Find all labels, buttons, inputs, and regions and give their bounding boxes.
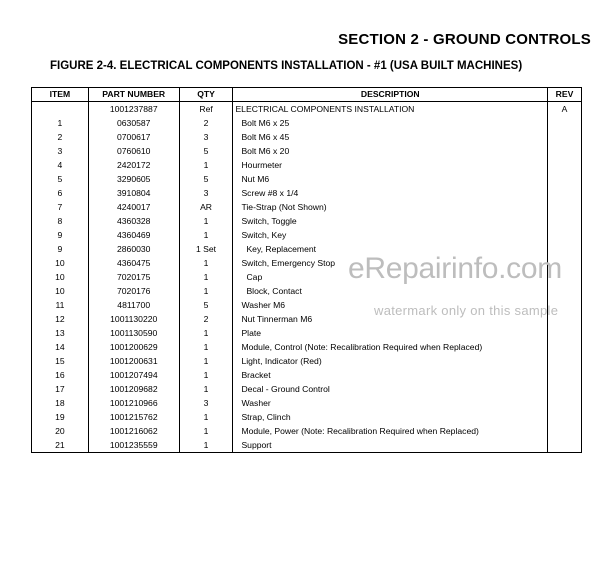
cell-qty: 1 (179, 256, 233, 270)
cell-rev (548, 438, 582, 453)
cell-part-number: 3290605 (88, 172, 179, 186)
cell-description: Key, Replacement (233, 242, 548, 256)
cell-item: 12 (32, 312, 89, 326)
column-header-qty: QTY (179, 88, 233, 102)
cell-rev (548, 326, 582, 340)
cell-qty: 1 (179, 214, 233, 228)
cell-part-number: 1001130220 (88, 312, 179, 326)
cell-description: Switch, Emergency Stop (233, 256, 548, 270)
table-row (32, 228, 582, 242)
cell-item: 18 (32, 396, 89, 410)
cell-item: 10 (32, 284, 89, 298)
cell-description: Module, Control (Note: Recalibration Required when Replaced) (233, 340, 548, 354)
column-header-item: ITEM (32, 88, 89, 102)
cell-rev (548, 214, 582, 228)
cell-rev (548, 158, 582, 172)
cell-description: Switch, Toggle (233, 214, 548, 228)
cell-item: 7 (32, 200, 89, 214)
table-row (32, 368, 582, 382)
cell-qty: 1 (179, 284, 233, 298)
cell-rev (548, 284, 582, 298)
cell-rev (548, 354, 582, 368)
cell-part-number: 0630587 (88, 116, 179, 130)
cell-qty: 1 (179, 158, 233, 172)
cell-description: Bracket (233, 368, 548, 382)
cell-description: Washer (233, 396, 548, 410)
cell-part-number: 0700617 (88, 130, 179, 144)
table-row (32, 382, 582, 396)
cell-rev (548, 382, 582, 396)
cell-part-number: 7020176 (88, 284, 179, 298)
cell-part-number: 1001215762 (88, 410, 179, 424)
cell-rev (548, 410, 582, 424)
cell-description: Strap, Clinch (233, 410, 548, 424)
cell-qty: 1 (179, 270, 233, 284)
cell-rev (548, 368, 582, 382)
cell-item: 9 (32, 242, 89, 256)
cell-item: 21 (32, 438, 89, 453)
cell-item: 4 (32, 158, 89, 172)
table-row (32, 438, 582, 453)
table-row (32, 424, 582, 438)
cell-part-number: 3910804 (88, 186, 179, 200)
table-row (32, 340, 582, 354)
cell-part-number: 1001210966 (88, 396, 179, 410)
cell-part-number: 2420172 (88, 158, 179, 172)
cell-item: 11 (32, 298, 89, 312)
cell-item: 9 (32, 228, 89, 242)
cell-qty: 1 (179, 410, 233, 424)
cell-item: 13 (32, 326, 89, 340)
cell-description: Light, Indicator (Red) (233, 354, 548, 368)
table-row (32, 130, 582, 144)
column-header-part-number: PART NUMBER (88, 88, 179, 102)
table-row (32, 116, 582, 130)
cell-item: 14 (32, 340, 89, 354)
cell-rev (548, 340, 582, 354)
cell-item: 20 (32, 424, 89, 438)
cell-qty: 3 (179, 186, 233, 200)
cell-qty: 3 (179, 130, 233, 144)
cell-rev (548, 186, 582, 200)
cell-description: Hourmeter (233, 158, 548, 172)
cell-part-number: 4811700 (88, 298, 179, 312)
cell-description: Module, Power (Note: Recalibration Required when Replaced) (233, 424, 548, 438)
cell-description: Decal - Ground Control (233, 382, 548, 396)
column-header-description: DESCRIPTION (233, 88, 548, 102)
cell-description: Washer M6 (233, 298, 548, 312)
cell-qty: 2 (179, 116, 233, 130)
cell-qty: 1 (179, 326, 233, 340)
table-row (32, 200, 582, 214)
cell-part-number: 2860030 (88, 242, 179, 256)
cell-rev (548, 424, 582, 438)
cell-description: Bolt M6 x 25 (233, 116, 548, 130)
cell-item: 16 (32, 368, 89, 382)
cell-rev: A (548, 102, 582, 117)
section-title: SECTION 2 - GROUND CONTROLS (338, 31, 591, 48)
cell-description: Cap (233, 270, 548, 284)
cell-qty: 1 (179, 438, 233, 453)
cell-qty: 3 (179, 396, 233, 410)
cell-item: 10 (32, 256, 89, 270)
cell-qty: 1 (179, 368, 233, 382)
cell-item: 3 (32, 144, 89, 158)
cell-part-number: 4360469 (88, 228, 179, 242)
table-row (32, 284, 582, 298)
cell-qty: 1 (179, 228, 233, 242)
cell-qty: Ref (179, 102, 233, 117)
cell-qty: 1 (179, 382, 233, 396)
cell-qty: 5 (179, 172, 233, 186)
cell-rev (548, 396, 582, 410)
cell-part-number: 1001200629 (88, 340, 179, 354)
cell-part-number: 1001200631 (88, 354, 179, 368)
cell-qty: 5 (179, 298, 233, 312)
cell-part-number: 1001235559 (88, 438, 179, 453)
watermark-note: watermark only on this sample (374, 303, 559, 318)
table-row (32, 410, 582, 424)
cell-rev (548, 200, 582, 214)
cell-item: 17 (32, 382, 89, 396)
cell-rev (548, 172, 582, 186)
cell-part-number: 1001237887 (88, 102, 179, 117)
cell-description: Screw #8 x 1/4 (233, 186, 548, 200)
cell-rev (548, 130, 582, 144)
cell-description: Switch, Key (233, 228, 548, 242)
cell-item: 5 (32, 172, 89, 186)
cell-item: 8 (32, 214, 89, 228)
cell-description: Support (233, 438, 548, 453)
cell-description: Plate (233, 326, 548, 340)
cell-item: 19 (32, 410, 89, 424)
cell-description: Block, Contact (233, 284, 548, 298)
cell-description: ELECTRICAL COMPONENTS INSTALLATION (233, 102, 548, 117)
cell-part-number: 1001130590 (88, 326, 179, 340)
cell-qty: 2 (179, 312, 233, 326)
table-row (32, 214, 582, 228)
cell-description: Bolt M6 x 20 (233, 144, 548, 158)
cell-item: 10 (32, 270, 89, 284)
cell-part-number: 1001207494 (88, 368, 179, 382)
cell-description: Nut M6 (233, 172, 548, 186)
table-row (32, 186, 582, 200)
table-row (32, 396, 582, 410)
cell-part-number: 7020175 (88, 270, 179, 284)
cell-description: Tie-Strap (Not Shown) (233, 200, 548, 214)
cell-description: Bolt M6 x 45 (233, 130, 548, 144)
column-header-rev: REV (548, 88, 582, 102)
cell-item: 2 (32, 130, 89, 144)
cell-item (32, 102, 89, 117)
cell-item: 6 (32, 186, 89, 200)
table-row (32, 326, 582, 340)
table-row (32, 158, 582, 172)
cell-qty: 1 Set (179, 242, 233, 256)
cell-rev (548, 144, 582, 158)
figure-title: FIGURE 2-4. ELECTRICAL COMPONENTS INSTALLATION - #1 (USA BUILT MACHINES) (50, 60, 523, 72)
cell-part-number: 4360328 (88, 214, 179, 228)
cell-qty: AR (179, 200, 233, 214)
cell-rev (548, 116, 582, 130)
table-row (32, 102, 582, 117)
cell-part-number: 4360475 (88, 256, 179, 270)
cell-qty: 1 (179, 340, 233, 354)
cell-qty: 1 (179, 354, 233, 368)
cell-part-number: 1001216062 (88, 424, 179, 438)
cell-qty: 5 (179, 144, 233, 158)
cell-rev (548, 228, 582, 242)
table-row (32, 144, 582, 158)
cell-item: 15 (32, 354, 89, 368)
cell-part-number: 1001209682 (88, 382, 179, 396)
watermark-brand: eRepairinfo.com (348, 252, 562, 285)
cell-qty: 1 (179, 424, 233, 438)
cell-description: Nut Tinnerman M6 (233, 312, 548, 326)
table-row (32, 354, 582, 368)
cell-item: 1 (32, 116, 89, 130)
table-row (32, 172, 582, 186)
cell-part-number: 4240017 (88, 200, 179, 214)
table-header-row (32, 88, 582, 102)
cell-part-number: 0760610 (88, 144, 179, 158)
